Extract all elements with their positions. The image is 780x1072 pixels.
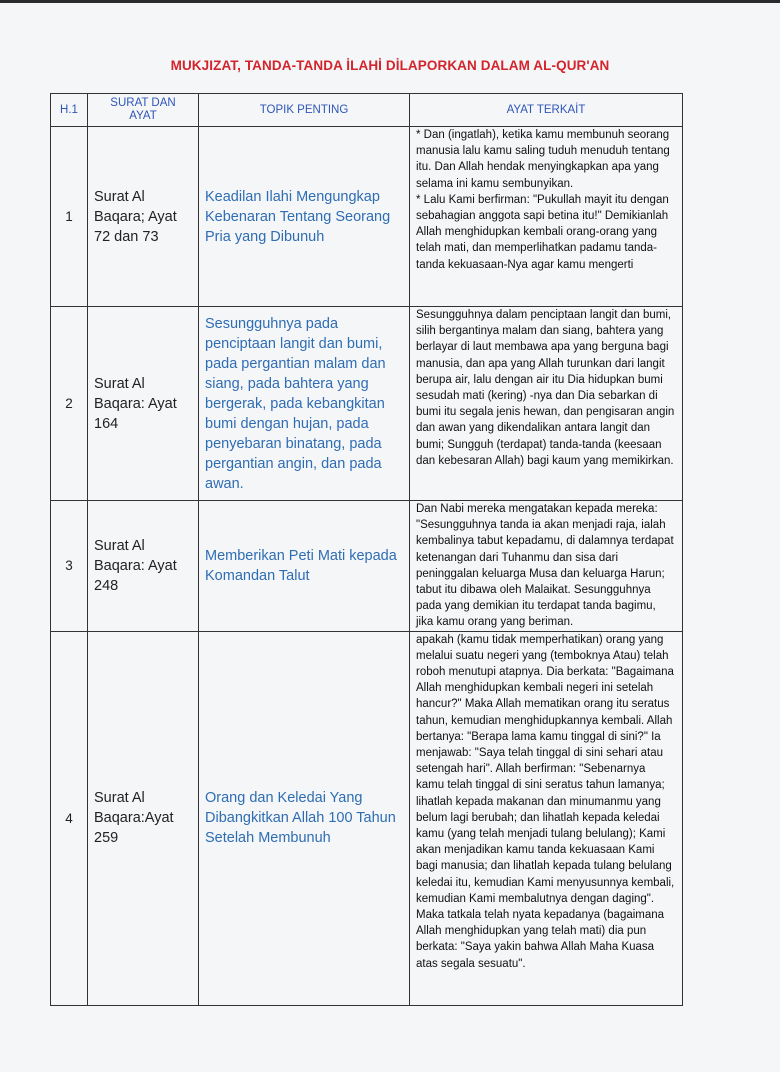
topik-cell: Orang dan Keledai Yang Dibangkitkan Allah 100 Tahun Setelah Membunuh: [199, 631, 410, 1005]
header-ayat: AYAT TERKAİT: [410, 94, 683, 127]
table-row: [51, 127, 683, 307]
ayat-paragraph: * Lalu Kami berfirman: "Pukullah mayit itu dengan sebahagian anggota sapi betina itu!" Demikianlah Allah menghidupkan kembali orang-orang yang telah mati, dan memperlihatkan padamu tanda-tanda kekuasaan-Nya agar kamu mengerti: [416, 193, 669, 271]
header-row: [51, 94, 683, 127]
topik-cell: Keadilan Ilahi Mengungkap Kebenaran Tentang Seorang Pria yang Dibunuh: [199, 127, 410, 307]
top-border-line: [0, 0, 780, 3]
header-no: H.1: [51, 94, 88, 127]
header-topik: TOPIK PENTING: [199, 94, 410, 127]
ayat-paragraph: apakah (kamu tidak memperhatikan) orang yang melalui suatu negeri yang (temboknya Atau) telah roboh menutupi atapnya. Dia berkata: "Bagaimana Allah menghidupkan kembali negeri ini setelah hancur?" Maka Allah mematikan orang itu seratus tahun, kemudian menghidupkannya kembali. Allah bertanya: "Berapa lama kamu tinggal di sini?" Ia menjawab: "Saya telah tinggal di sini sehari atau setengah hari". Allah berfirman: "Sebenarnya kamu telah tinggal di sini seratus tahun lamanya; lihatlah kepada makanan dan minumanmu yang belum lagi berubah; dan lihatlah kepada keledai kamu (yang telah menjadi tulang belulang); Kami akan menjadikan kamu tanda kekuasaan Kami bagi manusia; dan lihatlah kepada tulang belulang keledai itu, kemudian Kami menyusunnya kembali, kemudian Kami membalutnya dengan daging". Maka tatkala telah nyata kepadanya (bagaimana Allah menghidupkan yang telah mati) dia pun berkata: "Saya yakin bahwa Allah Maha Kuasa atas segala sesuatu".: [416, 633, 675, 970]
ayat-cell: [410, 127, 683, 307]
surat-cell: Surat Al Baqara:Ayat 259: [88, 631, 199, 1005]
surat-cell: Surat Al Baqara: Ayat 248: [88, 501, 199, 632]
table-row: [51, 631, 683, 1005]
header-surat: SURAT DAN AYAT: [88, 94, 199, 127]
row-number: 3: [51, 501, 88, 632]
row-number: 2: [51, 307, 88, 501]
ayat-paragraph: * Dan (ingatlah), ketika kamu membunuh seorang manusia lalu kamu saling tuduh menuduh tentang itu. Dan Allah hendak menyingkapkan apa yang selama ini kamu sembunyikan.: [416, 129, 670, 190]
table-row: [51, 307, 683, 501]
surat-cell: Surat Al Baqara: Ayat 164: [88, 307, 199, 501]
surat-cell: Surat Al Baqara; Ayat 72 dan 73: [88, 127, 199, 307]
ayat-cell: [410, 501, 683, 632]
topik-cell: Memberikan Peti Mati kepada Komandan Talut: [199, 501, 410, 632]
topik-cell: Sesungguhnya pada penciptaan langit dan bumi, pada pergantian malam dan siang, pada bahtera yang bergerak, pada kebangkitan bumi dengan hujan, pada penyebaran binatang, pada pergantian angin, dan pada awan.: [199, 307, 410, 501]
ayat-cell: [410, 631, 683, 1005]
ayat-paragraph: Dan Nabi mereka mengatakan kepada mereka: "Sesungguhnya tanda ia akan menjadi raja, ialah kembalinya tabut kepadamu, di dalamnya terdapat ketenangan dari Tuhanmu dan sisa dari peninggalan keluarga Musa dan keluarga Harun; tabut itu dibawa oleh Malaikat. Sesungguhnya pada yang demikian itu terdapat tanda bagimu, jika kamu orang yang beriman.: [416, 503, 674, 629]
row-number: 1: [51, 127, 88, 307]
row-number: 4: [51, 631, 88, 1005]
page-title: MUKJIZAT, TANDA-TANDA İLAHİ DİLAPORKAN DALAM AL-QUR'AN: [170, 58, 610, 73]
ayat-cell: [410, 307, 683, 501]
table-row: [51, 501, 683, 632]
miracles-table: [50, 93, 683, 1006]
ayat-paragraph: Sesungguhnya dalam penciptaan langit dan bumi, silih bergantinya malam dan siang, bahtera yang berlayar di laut membawa apa yang berguna bagi manusia, dan apa yang Allah turunkan dari langit berupa air, lalu dengan air itu Dia hidupkan bumi sesudah mati (kering) -nya dan Dia sebarkan di bumi itu segala jenis hewan, dan pengisaran angin dan awan yang dikendalikan antara langit dan bumi; Sungguh (terdapat) tanda-tanda (keesaan dan kebesaran Allah) bagi kaum yang memikirkan.: [416, 309, 675, 467]
